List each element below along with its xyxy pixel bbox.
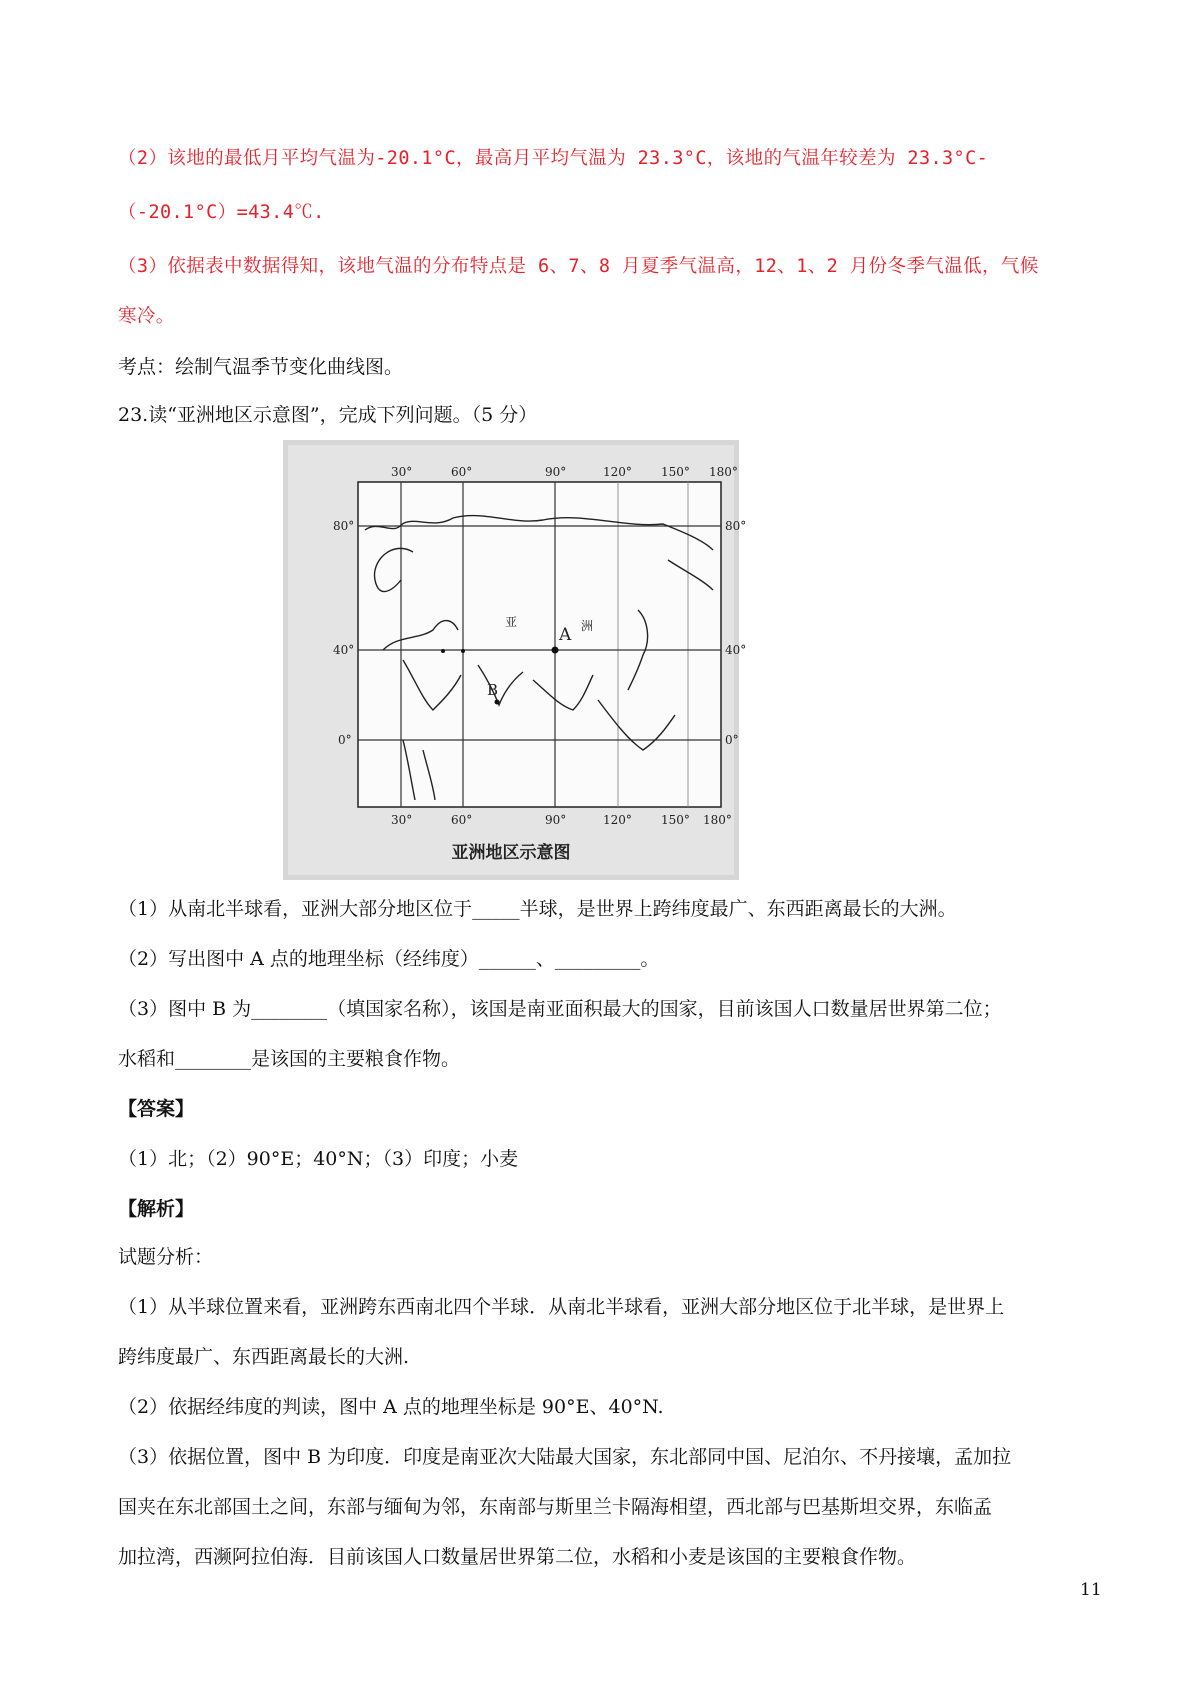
lon-label-bottom: 150° <box>661 813 690 827</box>
answer-heading: 【答案】 <box>118 1098 195 1120</box>
kaodian-line: 考点：绘制气温季节变化曲线图。 <box>118 356 404 378</box>
page-number: 11 <box>1080 1580 1102 1600</box>
lon-label-top: 90° <box>545 465 567 479</box>
answer-line-red-1: （2）该地的最低月平均气温为-20.1°C，最高月平均气温为 23.3°C，该地的气温年较差为 23.3°C- <box>118 148 989 169</box>
lat-label-right: 80° <box>725 519 747 533</box>
question-23-part-3b: 水稻和________是该国的主要粮食作物。 <box>118 1048 461 1070</box>
asia-map-figure <box>283 440 747 880</box>
point-b-label: B <box>487 681 499 699</box>
asia-label-1: 亚 <box>505 615 518 629</box>
lat-label-left: 0° <box>338 733 352 747</box>
lon-label-top: 150° <box>661 465 690 479</box>
analysis-intro: 试题分析： <box>118 1246 214 1268</box>
analysis-3c: 加拉湾，西濒阿拉伯海．目前该国人口数量居世界第二位，水稻和小麦是该国的主要粮食作物。 <box>118 1546 917 1568</box>
answer-line-red-4: 寒冷。 <box>118 306 175 327</box>
map-caption: 亚洲地区示意图 <box>451 843 571 863</box>
lon-label-bottom: 60° <box>451 813 473 827</box>
answer-text: （1）北；（2）90°E；40°N；（3）印度；小麦 <box>118 1148 519 1170</box>
answer-line-red-3: （3）依据表中数据得知，该地气温的分布特点是 6、7、8 月夏季气温高，12、1、2 月份冬季气温低，气候 <box>118 256 1039 277</box>
asia-label-2: 洲 <box>581 619 594 633</box>
map-frame <box>358 482 721 807</box>
lon-label-bottom: 30° <box>391 813 413 827</box>
analysis-3b: 国夹在东北部国土之间，东部与缅甸为邻，东南部与斯里兰卡隔海相望，西北部与巴基斯坦交界，东临孟 <box>118 1496 993 1518</box>
lon-label-top: 120° <box>603 465 632 479</box>
question-23-part-1: （1）从南北半球看，亚洲大部分地区位于_____半球，是世界上跨纬度最广、东西距离最长的大洲。 <box>118 898 957 920</box>
lon-label-bottom: 90° <box>545 813 567 827</box>
lat-label-right: 40° <box>725 643 747 657</box>
analysis-1b: 跨纬度最广、东西距离最长的大洲. <box>118 1346 410 1368</box>
lat-label-right: 0° <box>725 733 739 747</box>
lon-label-top: 60° <box>451 465 473 479</box>
lat-label-left: 80° <box>333 519 355 533</box>
lon-label-top: 180° <box>709 465 738 479</box>
question-23: 23.读“亚洲地区示意图”，完成下列问题。（5 分） <box>118 404 538 426</box>
analysis-1a: （1）从半球位置来看，亚洲跨东西南北四个半球．从南北半球看，亚洲大部分地区位于北半球，是世界上 <box>118 1296 1005 1318</box>
lon-label-top: 30° <box>391 465 413 479</box>
question-23-part-3a: （3）图中 B 为________（填国家名称），该国是南亚面积最大的国家，目前该国人口数量居世界第二位； <box>118 998 1002 1020</box>
point-a-marker <box>552 647 559 654</box>
question-23-part-2: （2）写出图中 A 点的地理坐标（经纬度）______、_________。 <box>118 948 660 970</box>
point-b-marker <box>495 700 500 705</box>
answer-line-red-2: （-20.1°C）=43.4℃. <box>118 202 325 223</box>
lon-label-bottom: 120° <box>603 813 632 827</box>
analysis-2: （2）依据经纬度的判读，图中 A 点的地理坐标是 90°E、40°N. <box>118 1396 664 1418</box>
analysis-3a: （3）依据位置，图中 B 为印度．印度是南亚次大陆最大国家，东北部同中国、尼泊尔、不丹接壤，孟加拉 <box>118 1446 1012 1468</box>
analysis-heading: 【解析】 <box>118 1198 195 1220</box>
lat-label-left: 40° <box>333 643 355 657</box>
point-a-label: A <box>559 625 572 645</box>
lon-label-bottom: 180° <box>703 813 732 827</box>
